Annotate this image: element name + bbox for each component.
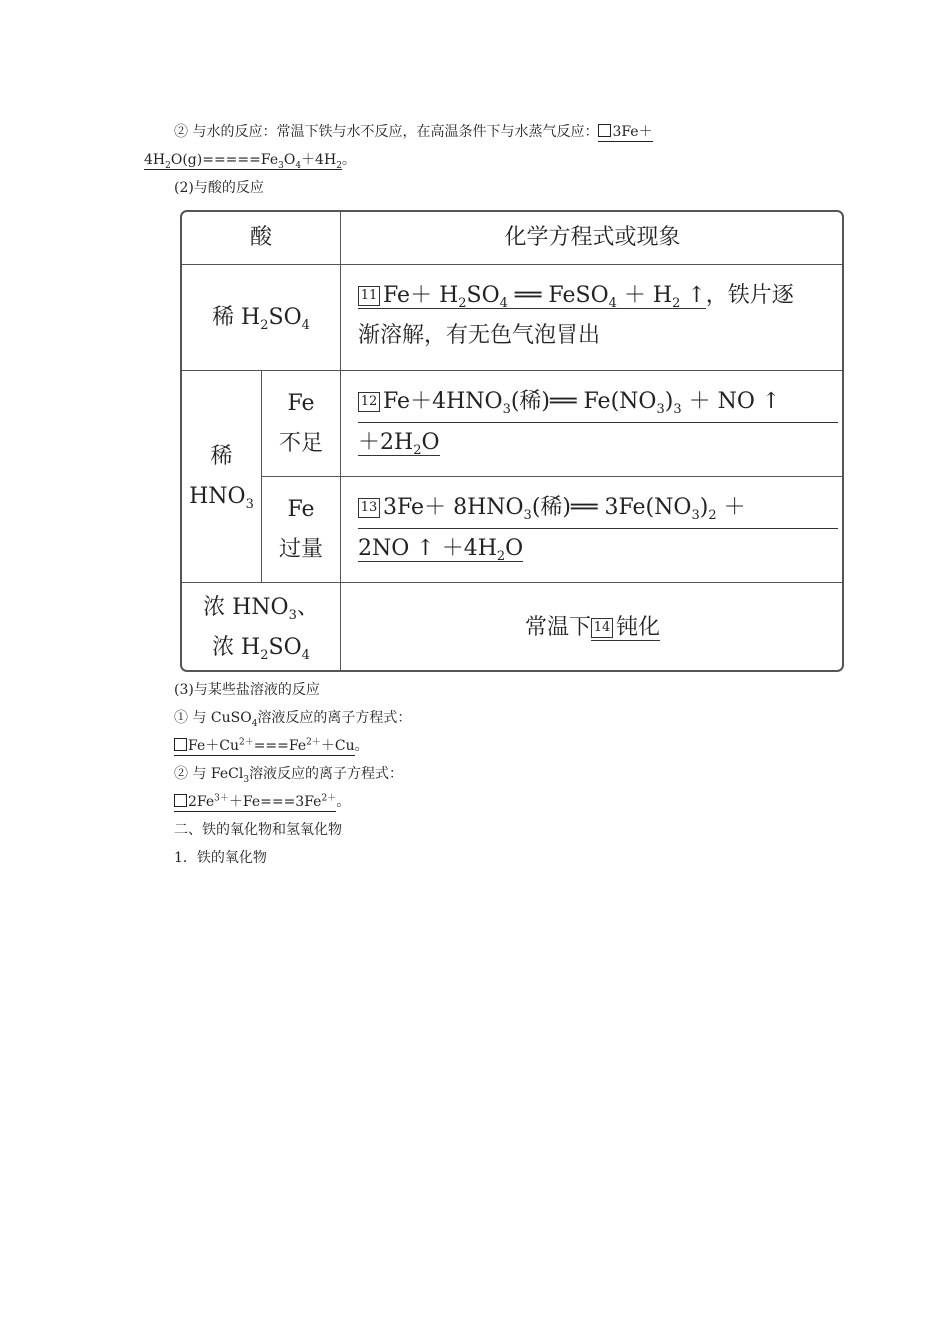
- water-answer-1: 3Fe＋: [598, 124, 652, 142]
- answer-box-icon: [174, 738, 187, 751]
- row3-equation: 13 $3Fe+ 8HNO_3$(稀)══ $3Fe(NO_3)_2$ ＋ 2NO ↑ $+4H_2O$: [358, 488, 838, 569]
- fecl3-answer: $2Fe^{3+}+Fe===3Fe^{2+}$。: [174, 792, 350, 812]
- section-two-item-1: 1．铁的氧化物: [174, 850, 267, 866]
- cuso4-answer: $Fe+Cu^{2+}===Fe^{2+}+Cu$。: [174, 736, 369, 756]
- fe-insufficient-label: Fe 不足: [278, 390, 323, 456]
- concentrated-acids-label: 浓 $HNO_3$、 浓 $H_2SO_4$: [203, 594, 319, 663]
- row2-equation: 12 $Fe+4HNO_3$(稀)══ $Fe(NO_3)_3$ ＋ NO ↑ $+2H_2O$: [358, 382, 838, 463]
- acid-heading: (2)与酸的反应: [174, 180, 264, 196]
- answer-box-icon: [598, 124, 611, 137]
- header-acid: 酸: [249, 225, 272, 250]
- cuso4-question: ① 与 CuSO$_4$溶液反应的离子方程式：: [174, 710, 412, 729]
- acid-reaction-table: [180, 210, 844, 672]
- fe-excess-label: Fe 过量: [278, 496, 323, 562]
- water-reaction-text: ② 与水的反应：常温下铁与水不反应，在高温条件下与水蒸气反应：: [174, 124, 599, 140]
- blank-number-13: 13: [358, 498, 380, 518]
- water-reaction-line-1: [174, 122, 653, 142]
- row1-equation: 11 $Fe+ H_2SO_4$ ══ FeSO$_4$ ＋ $H_2$ ↑，铁片逐 渐溶解，有无色气泡冒出: [358, 283, 794, 348]
- fecl3-question: ② 与 FeCl$_3$溶液反应的离子方程式：: [174, 766, 404, 785]
- section-two-heading: 二、铁的氧化物和氢氧化物: [174, 822, 342, 838]
- blank-number-14: 14: [591, 618, 613, 638]
- header-equation: 化学方程式或现象: [504, 225, 681, 250]
- blank-number-12: 12: [358, 392, 380, 412]
- water-answer-2: $4H_2O(g)=====Fe_3O_4+4H_2$: [144, 152, 342, 171]
- blank-number-11: 11: [358, 286, 380, 306]
- row4-phenomenon: 常温下 14 钝化: [524, 614, 661, 640]
- row1-acid: 稀 $H_2SO_4$: [212, 304, 310, 333]
- dilute-hno3-label: 稀 $HNO_3$: [189, 443, 254, 512]
- answer-box-icon: [174, 794, 187, 807]
- water-reaction-line-2: $4H_2O(g)=====Fe_3O_4+4H_2$。: [144, 152, 356, 171]
- salt-heading: (3)与某些盐溶液的反应: [174, 682, 320, 698]
